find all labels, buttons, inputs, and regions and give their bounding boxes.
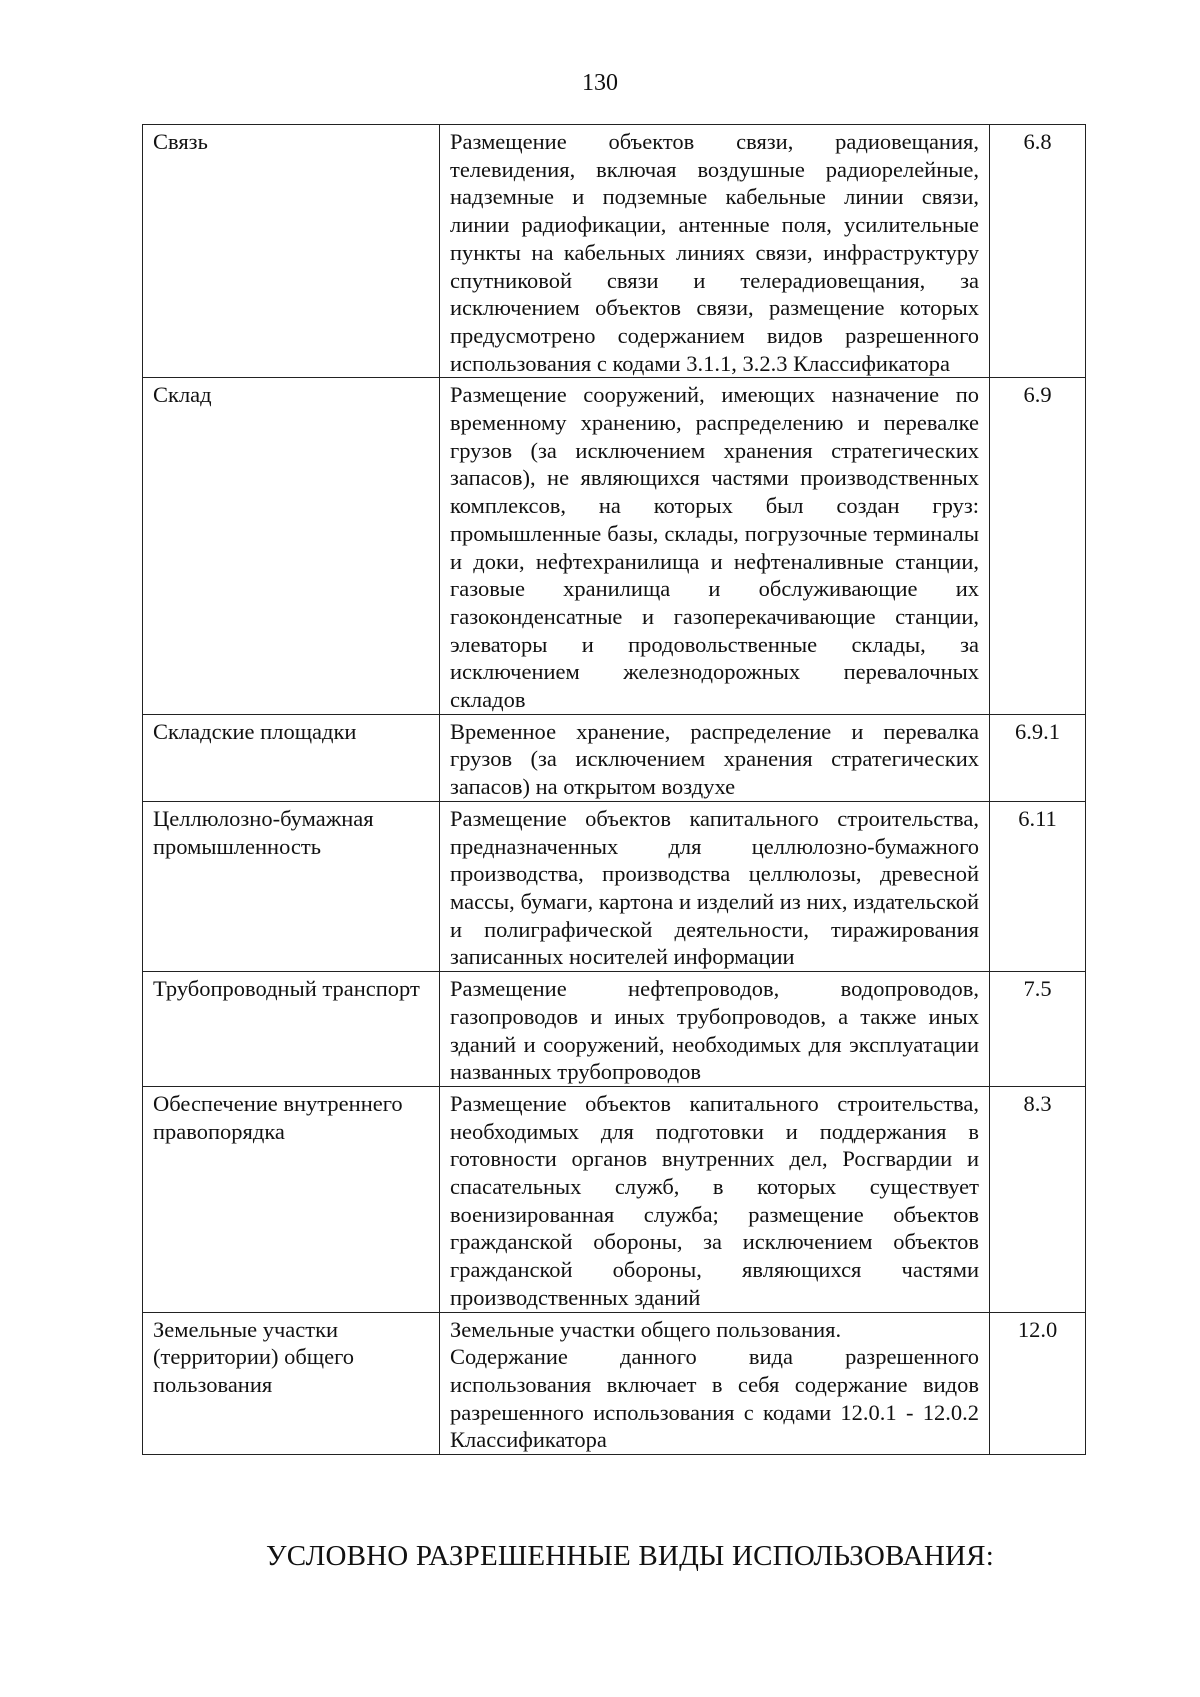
- use-code: 6.9.1: [990, 714, 1086, 801]
- use-name: Связь: [143, 125, 440, 378]
- use-description: [440, 972, 990, 1087]
- use-code: 7.5: [990, 972, 1086, 1087]
- description-paragraph: Содержание данного вида разрешенного использования включает в себя содержание видов разрешенного использования с кодами 12.0.1 - 12.0.2 Классификатора: [450, 1344, 979, 1453]
- description-paragraph: Размещение объектов капитального строительства, необходимых для подготовки и поддержания в готовности органов внутренних дел, Росгвардии и спасательных служб, в которых существует военизированная служба; размещение объектов гражданской обороны, за исключением объектов гражданской обороны, являющихся частями производственных зданий: [450, 1090, 979, 1310]
- use-name: Земельные участки (территории) общего пользования: [143, 1312, 440, 1455]
- use-name: Обеспечение внутреннего правопорядка: [143, 1086, 440, 1312]
- use-description: [440, 125, 990, 378]
- use-code: 6.8: [990, 125, 1086, 378]
- use-description: [440, 1086, 990, 1312]
- table-row: [143, 972, 1086, 1087]
- use-name: Склад: [143, 378, 440, 714]
- page-number: 130: [582, 70, 618, 96]
- use-description: [440, 1312, 990, 1455]
- use-code: 8.3: [990, 1086, 1086, 1312]
- use-code: 6.11: [990, 801, 1086, 971]
- description-paragraph: Земельные участки общего пользования.: [450, 1316, 842, 1342]
- description-paragraph: Временное хранение, распределение и перевалка грузов (за исключением хранения стратегических запасов) на открытом воздухе: [450, 718, 979, 800]
- table-row: [143, 125, 1086, 378]
- table-row: [143, 801, 1086, 971]
- description-paragraph: Размещение объектов связи, радиовещания, телевидения, включая воздушные радиорелейные, надземные и подземные кабельные линии связи, линии радиофикации, антенные поля, усилительные пункты на кабельных линиях связи, инфраструктуру спутниковой связи и телерадиовещания, за исключением объектов связи, размещение которых предусмотрено содержанием видов разрешенного использования с кодами 3.1.1, 3.2.3 Классификатора: [450, 129, 979, 376]
- use-name: Целлюлозно-бумажная промышленность: [143, 801, 440, 971]
- description-paragraph: Размещение нефтепроводов, водопроводов, газопроводов и иных трубопроводов, а также иных зданий и сооружений, необходимых для эксплуатации названных трубопроводов: [450, 976, 979, 1085]
- description-paragraph: Размещение объектов капитального строительства, предназначенных для целлюлозно-бумажного производства, производства целлюлозы, древесной массы, бумаги, картона и изделий из них, издательской и полиграфической деятельности, тиражирования записанных носителей информации: [450, 805, 979, 970]
- use-name: Трубопроводный транспорт: [143, 972, 440, 1087]
- table-row: [143, 378, 1086, 714]
- use-description: [440, 378, 990, 714]
- use-name: Складские площадки: [143, 714, 440, 801]
- use-description: [440, 801, 990, 971]
- use-code: 6.9: [990, 378, 1086, 714]
- section-heading: УСЛОВНО РАЗРЕШЕННЫЕ ВИДЫ ИСПОЛЬЗОВАНИЯ:: [266, 1540, 994, 1572]
- land-use-table: [142, 124, 1086, 1455]
- use-description: [440, 714, 990, 801]
- table-row: [143, 714, 1086, 801]
- table-row: [143, 1086, 1086, 1312]
- use-code: 12.0: [990, 1312, 1086, 1455]
- table-row: [143, 1312, 1086, 1455]
- description-paragraph: Размещение сооружений, имеющих назначение по временному хранению, распределению и перевалке грузов (за исключением хранения стратегических запасов), не являющихся частями производственных комплексов, на которых был создан груз: промышленные базы, склады, погрузочные терминалы и доки, нефтехранилища и нефтеналивные станции, газовые хранилища и обслуживающие их газоконденсатные и газоперекачивающие станции, элеваторы и продовольственные склады, за исключением железнодорожных перевалочных складов: [450, 382, 979, 713]
